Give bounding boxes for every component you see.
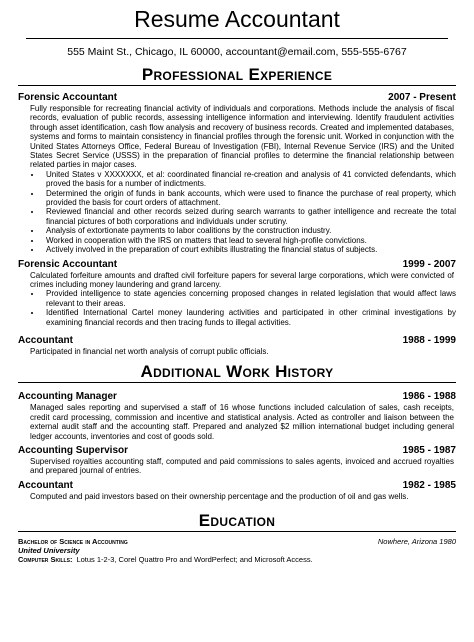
list-item: • Identified International Cartel money laundering activities and participated in other criminal investigations by examining financial records and then tracing funds to illegal activities. xyxy=(42,308,456,327)
list-item: • Provided intelligence to state agencies concerning proposed changes in related legislation that would affect laws relevant to their areas. xyxy=(42,289,456,308)
education-skills-line xyxy=(18,555,456,564)
education-degree: Bachelor of Science in Accounting xyxy=(18,537,128,547)
section-heading-education: Education xyxy=(198,511,276,531)
job-block xyxy=(18,391,456,441)
job-dates: 1999 - 2007 xyxy=(402,258,456,270)
job-header xyxy=(18,391,456,403)
list-item: • Analysis of extortionate payments to labor coalitions by the construction industry. xyxy=(42,226,456,235)
job-header xyxy=(18,335,456,347)
job-dates: 2007 - Present xyxy=(388,92,456,103)
list-item: • Actively involved in the preparation of court exhibits illustrating the financial status of subjects. xyxy=(42,245,456,254)
job-title: Accountant xyxy=(18,334,73,346)
job-dates: 1985 - 1987 xyxy=(402,444,456,456)
section-heading-professional: Professional Experience xyxy=(141,65,333,84)
job-summary: Participated in financial net worth analysis of corrupt public officials. xyxy=(30,346,269,356)
list-item: • Worked in cooperation with the IRS on matters that lead to several high-profile convictions. xyxy=(42,236,456,245)
job-block xyxy=(18,335,456,356)
job-title: Forensic Accountant xyxy=(18,92,118,103)
education-location-year: Nowhere, Arizona 1980 xyxy=(377,537,456,547)
job-summary: Computed and paid investors based on their ownership percentage and the production of oil and gas wells. xyxy=(30,491,409,501)
job-header xyxy=(18,92,456,104)
job-summary: Fully responsible for recreating financial activity of individuals and corporations. Methods include the analysis of fiscal records, evaluation of public records, assessing intelligence information and interviewing. Identify fraudulent activities through asset identification, cash flow analysis and recovery of business records. Created and implemented databases, systems and forms to maintain consistency in financial profiles through the forensic unit. Worked in conjunction with the United States Attorneys Office, Federal Bureau of Investigation (FBI), Internal Revenue Service (IRS) and the United States Secret Service (USSS) in the preparation of financial profiles to determine the financial relationship between related parties in major cases. xyxy=(30,104,454,170)
job-bullets xyxy=(18,289,456,327)
job-block xyxy=(18,480,456,501)
job-summary: Managed sales reporting and supervised a staff of 16 whose functions included calculation of sales, cash receipts, credit card processing, commission and incentive and statistical analysis. Acted as controller and liaison between the external audit staff and the accounting staff. Prepared and analyzed $2 million international budget including general ledger accounts, inventories and cost of goods sold. xyxy=(30,403,454,441)
job-dates: 1986 - 1988 xyxy=(402,391,456,403)
header-rule xyxy=(26,38,448,39)
education-degree-line xyxy=(18,537,456,546)
job-summary: Supervised royalties accounting staff, computed and paid commissions to sales agents, invoiced and accrued royalties and prepared journal of entries. xyxy=(30,456,454,476)
skills-text: Lotus 1-2-3, Corel Quattro Pro and WordPerfect; and Microsoft Access. xyxy=(76,555,313,565)
job-title: Accountant xyxy=(18,479,73,491)
section-rule xyxy=(18,85,456,86)
job-header xyxy=(18,445,456,457)
education-school-line xyxy=(18,546,456,555)
education-school: United University xyxy=(18,546,80,556)
job-summary: Calculated forfeiture amounts and drafted civil forfeiture papers for several large corporations, which were convicted of crimes including money laundering and grand larceny. xyxy=(30,270,454,289)
job-title: Accounting Supervisor xyxy=(18,444,129,456)
job-block xyxy=(18,259,456,327)
job-block xyxy=(18,92,456,255)
resume-page xyxy=(0,4,474,642)
list-item: • Reviewed financial and other records seized during search warrants to gather intelligence and recreate the total financial pictures of both corporations and individuals under scrutiny. xyxy=(42,207,456,226)
job-dates: 1988 - 1999 xyxy=(402,334,456,346)
job-header xyxy=(18,480,456,492)
list-item: • United States v XXXXXXX, et al: coordinated financial re-creation and analysis of 41 convicted defendants, which proved the basis for a number of indictments. xyxy=(42,170,456,189)
job-title: Forensic Accountant xyxy=(18,258,118,270)
section-rule xyxy=(18,382,456,383)
contact-line: 555 Maint St., Chicago, IL 60000, accountant@email.com, 555-555-6767 xyxy=(67,46,407,58)
section-heading-additional: Additional Work History xyxy=(140,362,334,382)
resume-name: Resume Accountant xyxy=(134,6,340,32)
job-header xyxy=(18,259,456,271)
list-item: • Determined the origin of funds in bank accounts, which were used to finance the purchase of real property, which provided the basis for court orders of attachment. xyxy=(42,189,456,208)
education-block xyxy=(18,537,456,564)
job-bullets xyxy=(18,170,456,255)
job-block xyxy=(18,445,456,476)
skills-label: Computer Skills: xyxy=(18,555,73,565)
job-dates: 1982 - 1985 xyxy=(402,479,456,491)
job-title: Accounting Manager xyxy=(18,391,117,403)
section-rule xyxy=(18,531,456,532)
